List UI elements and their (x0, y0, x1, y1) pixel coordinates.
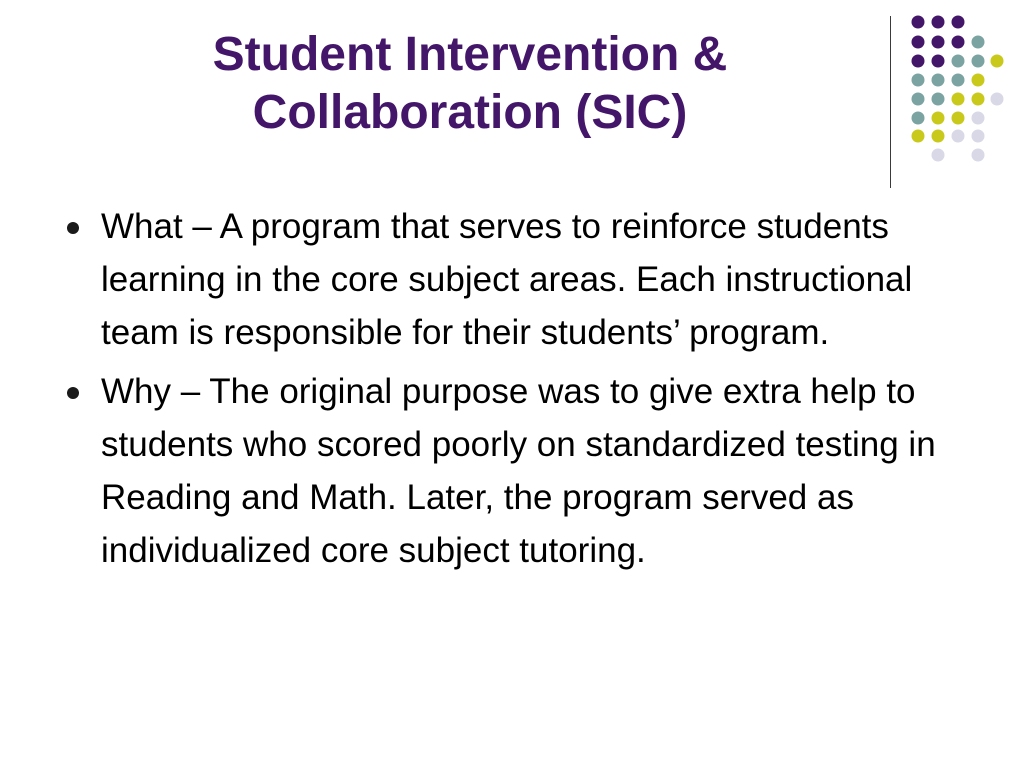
bullet-dot-icon (67, 387, 79, 399)
bullet-dot-icon (67, 222, 79, 234)
dot-teal (912, 93, 925, 106)
dot-teal (932, 93, 945, 106)
dot-teal (952, 55, 965, 68)
dot-yellow (972, 93, 985, 106)
dot-yellow (991, 55, 1004, 68)
bullet-item-what (60, 200, 980, 359)
decorative-dot-grid (0, 0, 1024, 200)
bullet-list (60, 200, 980, 583)
dot-teal (912, 74, 925, 87)
dot-purple (952, 16, 965, 29)
dot-lavender (972, 130, 985, 143)
bullet-text: What – A program that serves to reinforce students learning in the core subject areas. Each instructional team is responsible for their students’ program. (101, 207, 913, 352)
dot-purple (932, 16, 945, 29)
dot-purple (932, 55, 945, 68)
bullet-item-why (60, 365, 980, 577)
dot-yellow (972, 74, 985, 87)
dot-teal (912, 112, 925, 125)
dot-purple (912, 36, 925, 49)
dot-lavender (991, 93, 1004, 106)
dot-teal (952, 74, 965, 87)
dot-purple (952, 36, 965, 49)
bullet-text: Why – The original purpose was to give extra help to students who scored poorly on standardized testing in Reading and Math. Later, the program served as individualized core subject tutoring. (101, 372, 936, 570)
dot-teal (932, 74, 945, 87)
dot-lavender (952, 130, 965, 143)
dot-lavender (932, 149, 945, 162)
dot-purple (912, 16, 925, 29)
dot-yellow (952, 112, 965, 125)
dot-yellow (932, 112, 945, 125)
dot-purple (932, 36, 945, 49)
dot-yellow (952, 93, 965, 106)
dot-yellow (932, 130, 945, 143)
dot-lavender (972, 149, 985, 162)
dot-teal (972, 55, 985, 68)
dot-purple (912, 55, 925, 68)
slide-title: Student Intervention & Collaboration (SIC) (212, 28, 728, 139)
dot-teal (972, 36, 985, 49)
dot-yellow (912, 130, 925, 143)
dot-lavender (972, 112, 985, 125)
